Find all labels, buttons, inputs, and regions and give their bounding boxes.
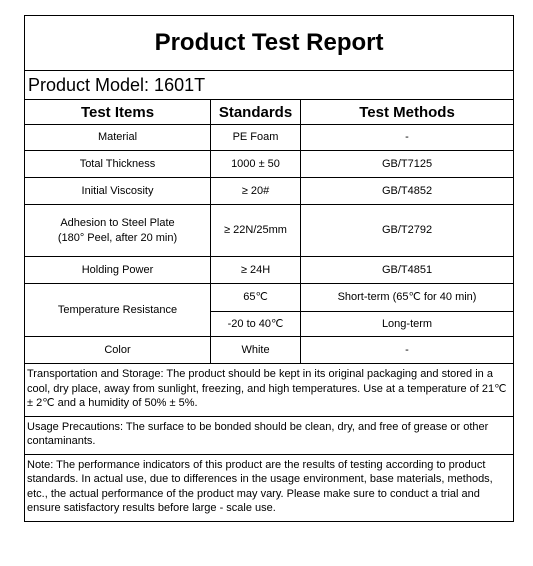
table-row [25,337,514,364]
standard-cell: ≥ 24H [211,257,301,284]
test-item-line: (180° Peel, after 20 min) [57,231,178,244]
storage-note: Transportation and Storage: The product should be kept in its original packaging and stored in a cool, dry place, away from sunlight, freezing, and high temperatures. Use at a temperature of 21℃ ± 2℃ and a humidity of 50% ± 5%. [25,364,514,417]
header-test-methods: Test Methods [301,100,514,125]
table-row [25,284,514,312]
standard-cell: White [211,337,301,364]
note-row [25,416,514,454]
header-standards: Standards [211,100,301,125]
usage-precautions-note: Usage Precautions: The surface to be bonded should be clean, dry, and free of grease or other contaminants. [25,416,514,454]
method-cell: GB/T4851 [301,257,514,284]
test-item-line: Adhesion to Steel Plate [60,216,175,229]
performance-note: Note: The performance indicators of this product are the results of testing according to product standards. In actual use, due to differences in the usage environment, base materials, methods, etc., the actual performance of the product may vary. Please make sure to conduct a trial and ensure satisfactory results before large - scale use. [25,454,514,521]
header-test-items: Test Items [25,100,211,125]
standard-cell: PE Foam [211,125,301,151]
test-item-cell: Material [25,125,211,151]
test-item-cell: Temperature Resistance [25,284,211,337]
standard-cell: 65℃ [211,284,301,312]
method-cell: - [301,125,514,151]
standard-cell: 1000 ± 50 [211,151,301,178]
table-row [25,257,514,284]
method-cell: GB/T2792 [301,205,514,257]
table-row [25,205,514,257]
table-row [25,125,514,151]
standard-cell: -20 to 40℃ [211,312,301,337]
test-item-cell: Total Thickness [25,151,211,178]
test-item-cell: Initial Viscosity [25,178,211,205]
test-report-table [24,15,514,522]
note-row [25,364,514,417]
method-cell: GB/T7125 [301,151,514,178]
note-row [25,454,514,521]
table-row [25,178,514,205]
method-cell: GB/T4852 [301,178,514,205]
standard-cell: ≥ 20# [211,178,301,205]
method-cell: Long-term [301,312,514,337]
test-item-cell: Color [25,337,211,364]
report-title: Product Test Report [25,16,514,71]
test-item-cell: Holding Power [25,257,211,284]
product-model: Product Model: 1601T [25,71,514,100]
test-item-cell [25,205,211,257]
standard-cell: ≥ 22N/25mm [211,205,301,257]
table-row [25,151,514,178]
method-cell: Short-term (65℃ for 40 min) [301,284,514,312]
method-cell: - [301,337,514,364]
